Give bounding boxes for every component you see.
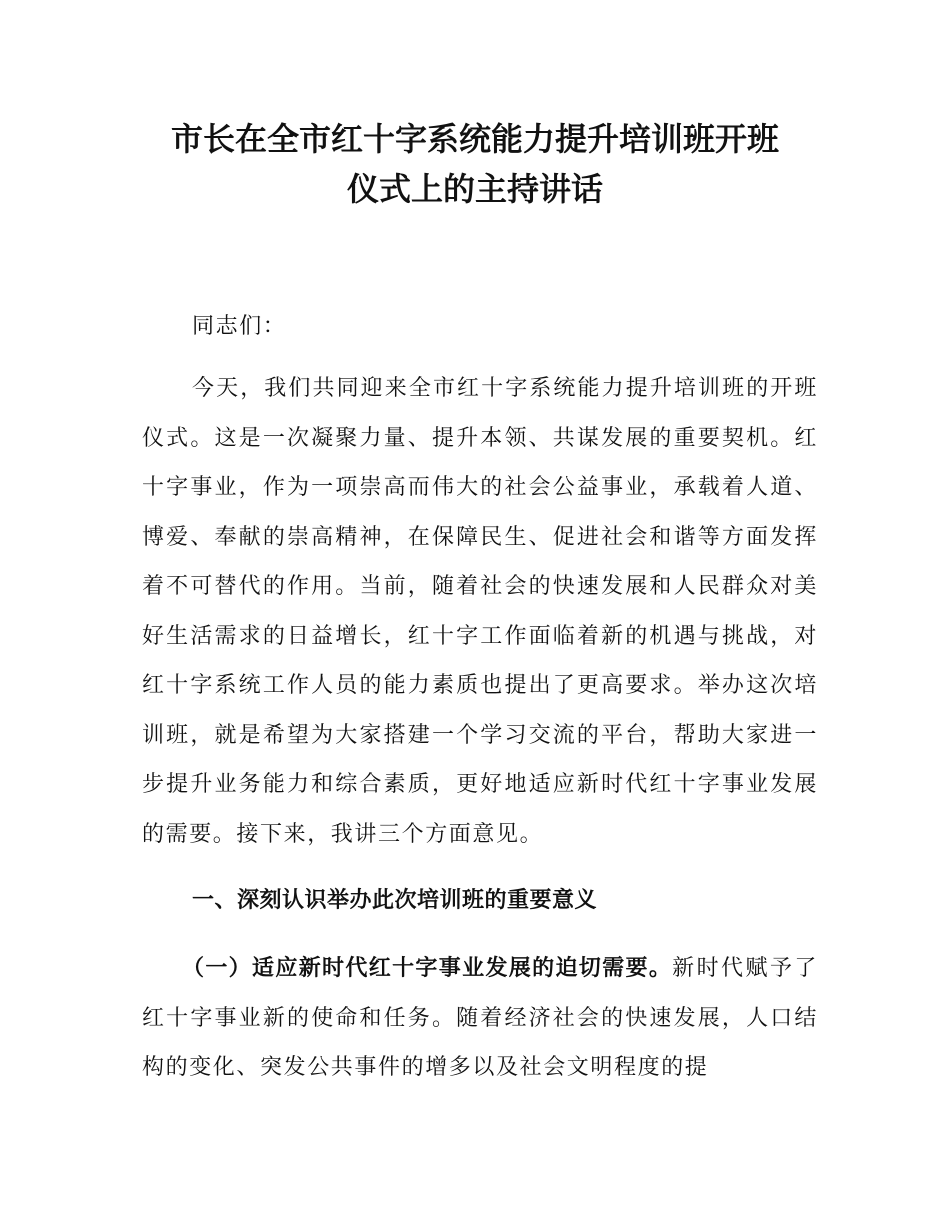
section-heading-1: 一、深刻认识举办此次培训班的重要意义 [192, 888, 598, 913]
subsection-paragraph-1 [142, 944, 818, 1093]
greeting: 同志们： [192, 314, 287, 339]
subsection-text: 新时代赋予了红十字事业新的使命和任务。随着经济社会的快速发展，人口结构的变化、突发公共事件的增多以及社会文明程度的提 [142, 956, 818, 1080]
opening-paragraph: 今天，我们共同迎来全市红十字系统能力提升培训班的开班仪式。这是一次凝聚力量、提升本领、共谋发展的重要契机。红十字事业，作为一项崇高而伟大的社会公益事业，承载着人道、博爱、奉献的崇高精神，在保障民生、促进社会和谐等方面发挥着不可替代的作用。当前，随着社会的快速发展和人民群众对美好生活需求的日益增长，红十字工作面临着新的机遇与挑战，对红十字系统工作人员的能力素质也提出了更高要求。举办这次培训班，就是希望为大家搭建一个学习交流的平台，帮助大家进一步提升业务能力和综合素质，更好地适应新时代红十字事业发展的需要。接下来，我讲三个方面意见。 [142, 376, 818, 847]
title-line-1: 市长在全市红十字系统能力提升培训班开班 [170, 120, 779, 158]
document-title [100, 114, 850, 214]
title-line-2: 仪式上的主持讲话 [346, 170, 603, 208]
subsection-lead: （一）适应新时代红十字事业发展的迫切需要。 [182, 956, 673, 981]
